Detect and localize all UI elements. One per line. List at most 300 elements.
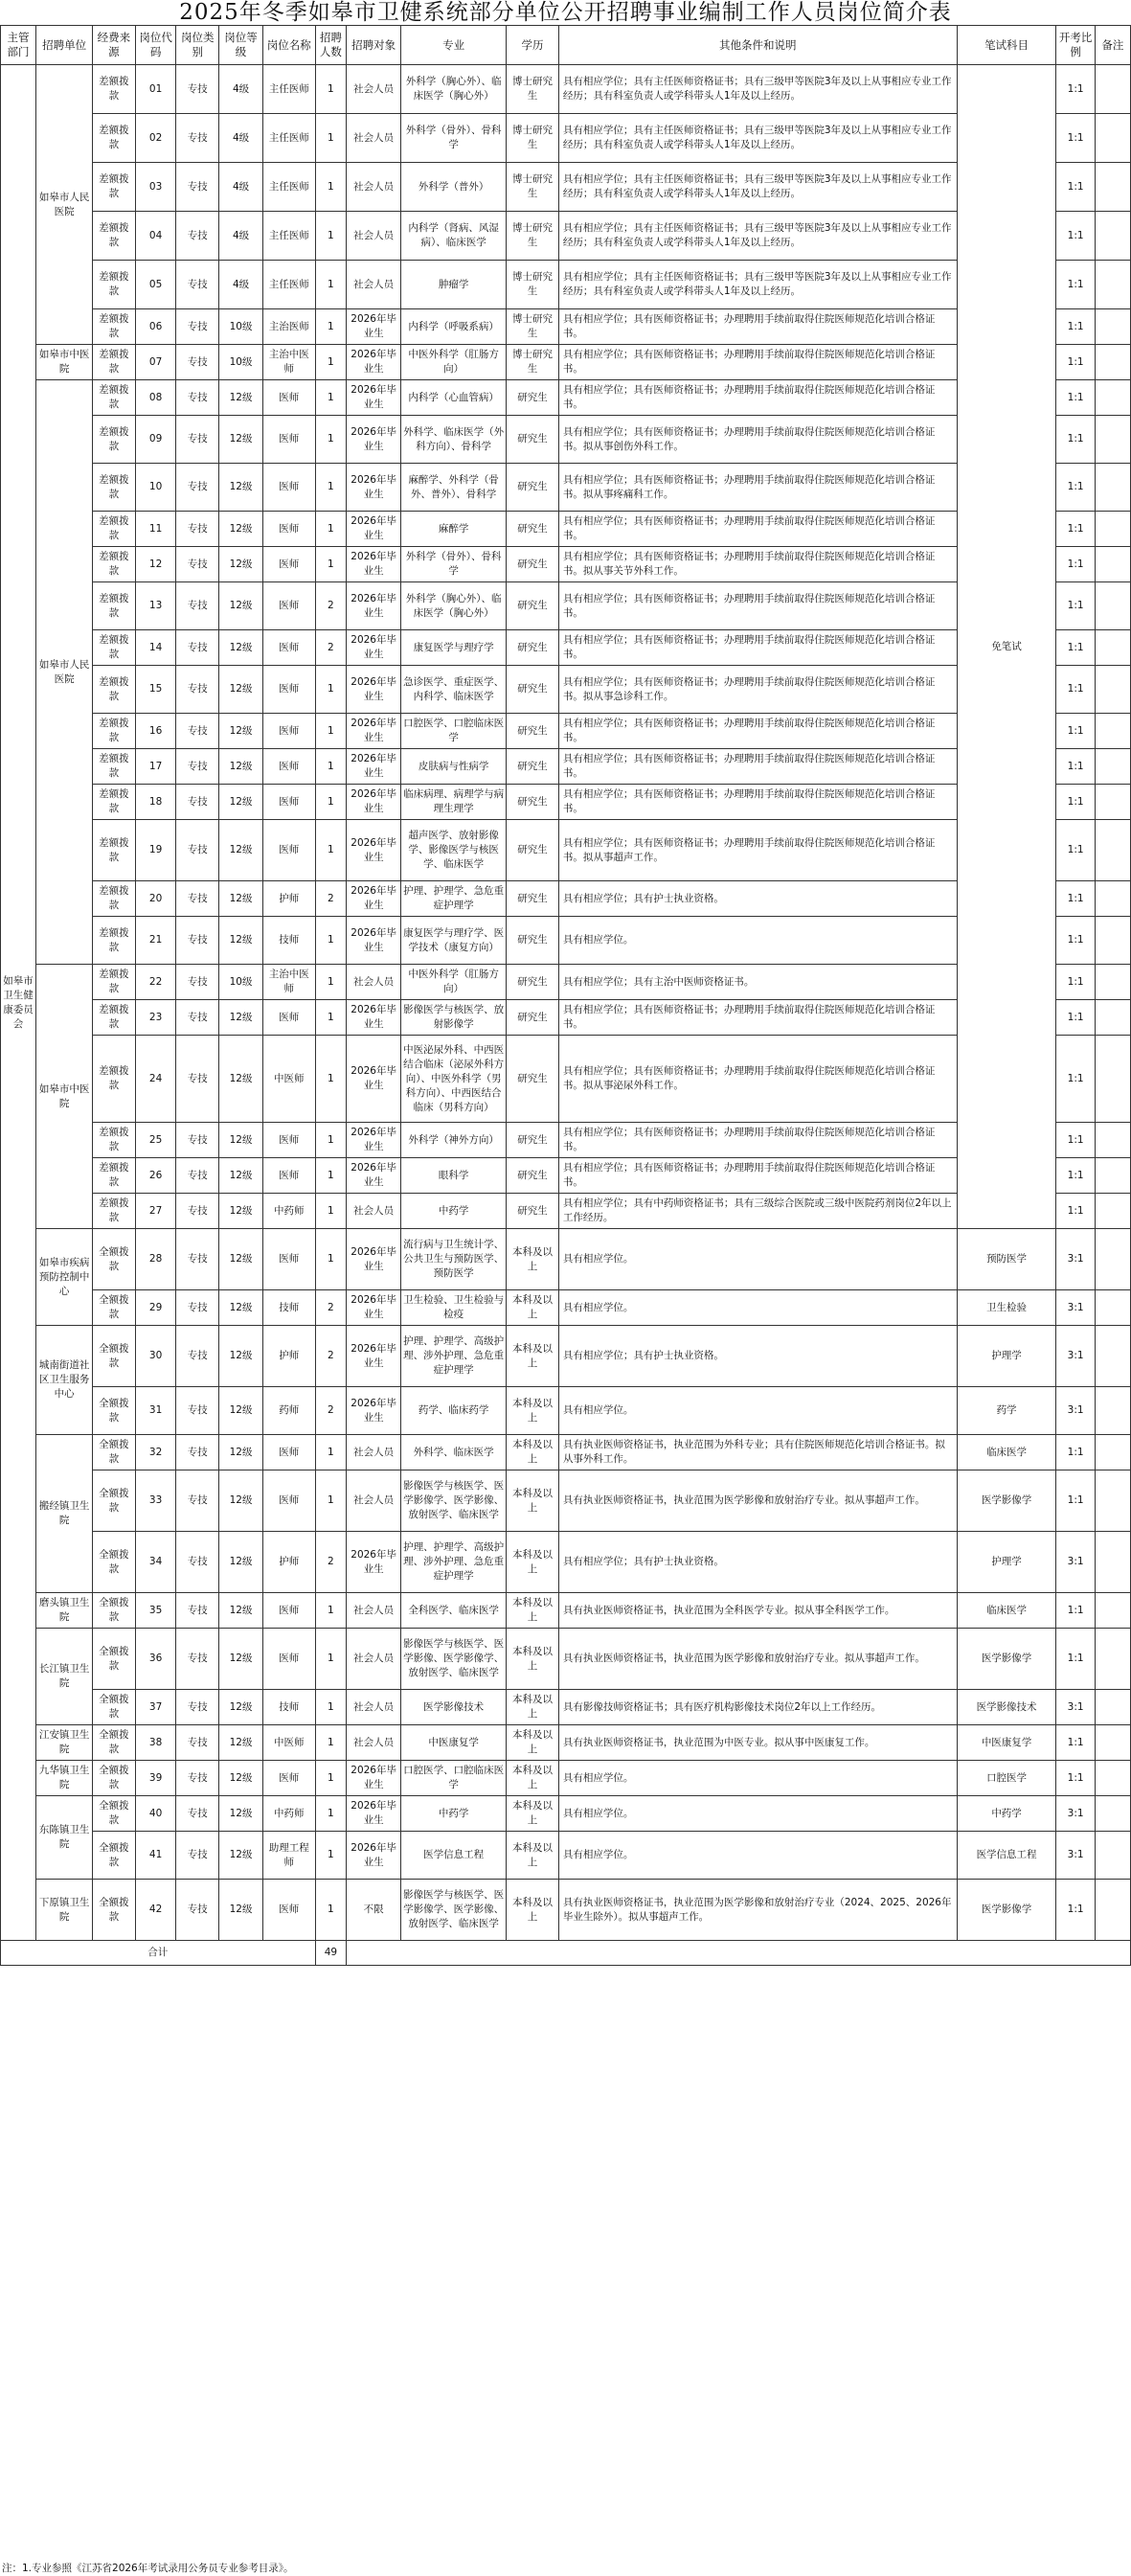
code-cell: 26	[135, 1158, 176, 1194]
remark-cell	[1095, 1725, 1130, 1761]
education-cell: 研究生	[507, 820, 559, 881]
count-cell: 2	[315, 881, 347, 917]
level-cell: 12级	[219, 547, 263, 582]
category-cell: 专技	[176, 1470, 219, 1532]
category-cell: 专技	[176, 1387, 219, 1435]
column-header: 岗位代码	[135, 26, 176, 65]
position-cell: 护师	[262, 1532, 315, 1593]
table-row	[1, 1387, 1131, 1435]
position-cell: 护师	[262, 881, 315, 917]
remark-cell	[1095, 714, 1130, 749]
table-row	[1, 1532, 1131, 1593]
level-cell: 12级	[219, 1532, 263, 1593]
remark-cell	[1095, 917, 1130, 965]
count-cell: 1	[315, 1000, 347, 1036]
remark-cell	[1095, 1123, 1130, 1158]
remark-cell	[1095, 1290, 1130, 1326]
code-cell: 28	[135, 1229, 176, 1290]
conditions-cell: 具有相应学位；具有医师资格证书；办理聘用手续前取得住院医师规范化培训合格证书。拟从事超声工作。	[558, 820, 957, 881]
ratio-cell: 1:1	[1056, 309, 1095, 345]
count-cell: 2	[315, 1290, 347, 1326]
unit-cell: 江安镇卫生院	[36, 1725, 93, 1761]
education-cell: 研究生	[507, 666, 559, 714]
ratio-cell: 3:1	[1056, 1326, 1095, 1387]
ratio-cell: 1:1	[1056, 114, 1095, 163]
ratio-cell: 1:1	[1056, 1593, 1095, 1629]
target-cell: 社会人员	[347, 1725, 401, 1761]
count-cell: 1	[315, 820, 347, 881]
major-cell: 医学影像技术	[401, 1690, 507, 1725]
education-cell: 本科及以上	[507, 1435, 559, 1470]
category-cell: 专技	[176, 464, 219, 512]
position-cell: 医师	[262, 1761, 315, 1796]
major-cell: 护理、护理学、高级护理、涉外护理、急危重症护理学	[401, 1326, 507, 1387]
fund-cell: 全额拨款	[93, 1593, 136, 1629]
code-cell: 20	[135, 881, 176, 917]
remark-cell	[1095, 1158, 1130, 1194]
major-cell: 皮肤病与性病学	[401, 749, 507, 785]
fund-cell: 全额拨款	[93, 1761, 136, 1796]
remark-cell	[1095, 547, 1130, 582]
code-cell: 40	[135, 1796, 176, 1832]
level-cell: 12级	[219, 749, 263, 785]
major-cell: 麻醉学	[401, 512, 507, 547]
fund-cell: 全额拨款	[93, 1326, 136, 1387]
count-cell: 1	[315, 380, 347, 416]
remark-cell	[1095, 1194, 1130, 1229]
column-header: 专业	[401, 26, 507, 65]
category-cell: 专技	[176, 261, 219, 309]
education-cell: 研究生	[507, 630, 559, 666]
major-cell: 中医外科学（肛肠方向）	[401, 965, 507, 1000]
total-label: 合计	[1, 1941, 316, 1966]
code-cell: 35	[135, 1593, 176, 1629]
education-cell: 研究生	[507, 917, 559, 965]
major-cell: 眼科学	[401, 1158, 507, 1194]
conditions-cell: 具有相应学位；具有医师资格证书；办理聘用手续前取得住院医师规范化培训合格证书。	[558, 309, 957, 345]
fund-cell: 差额拨款	[93, 917, 136, 965]
position-cell: 助理工程师	[262, 1832, 315, 1880]
count-cell: 1	[315, 65, 347, 114]
level-cell: 12级	[219, 714, 263, 749]
target-cell: 社会人员	[347, 1629, 401, 1690]
unit-cell: 如皋市中医院	[36, 965, 93, 1229]
target-cell: 社会人员	[347, 1690, 401, 1725]
ratio-cell: 1:1	[1056, 261, 1095, 309]
level-cell: 12级	[219, 666, 263, 714]
conditions-cell: 具有相应学位；具有医师资格证书；办理聘用手续前取得住院医师规范化培训合格证书。拟从事疼痛科工作。	[558, 464, 957, 512]
position-cell: 主任医师	[262, 114, 315, 163]
exam-cell: 护理学	[957, 1326, 1056, 1387]
education-cell: 本科及以上	[507, 1725, 559, 1761]
education-cell: 研究生	[507, 1036, 559, 1123]
code-cell: 39	[135, 1761, 176, 1796]
level-cell: 12级	[219, 1470, 263, 1532]
code-cell: 37	[135, 1690, 176, 1725]
position-cell: 药师	[262, 1387, 315, 1435]
education-cell: 研究生	[507, 1194, 559, 1229]
fund-cell: 差额拨款	[93, 1000, 136, 1036]
education-cell: 研究生	[507, 1158, 559, 1194]
exam-cell: 卫生检验	[957, 1290, 1056, 1326]
ratio-cell: 1:1	[1056, 1036, 1095, 1123]
target-cell: 2026年毕业生	[347, 345, 401, 380]
position-cell: 技师	[262, 1290, 315, 1326]
fund-cell: 差额拨款	[93, 261, 136, 309]
major-cell: 外科学、临床医学（外科方向）、骨科学	[401, 416, 507, 464]
category-cell: 专技	[176, 1725, 219, 1761]
major-cell: 护理、护理学、急危重症护理学	[401, 881, 507, 917]
count-cell: 1	[315, 547, 347, 582]
target-cell: 社会人员	[347, 261, 401, 309]
remark-cell	[1095, 1593, 1130, 1629]
code-cell: 24	[135, 1036, 176, 1123]
conditions-cell: 具有相应学位；具有主任医师资格证书；具有三级甲等医院3年及以上从事相应专业工作经历；具有科室负责人或学科带头人1年及以上经历。	[558, 114, 957, 163]
major-cell: 药学、临床药学	[401, 1387, 507, 1435]
table-row	[1, 1880, 1131, 1941]
conditions-cell: 具有执业医师资格证书，执业范围为医学影像和放射治疗专业（2024、2025、2026年毕业生除外）。拟从事超声工作。	[558, 1880, 957, 1941]
target-cell: 2026年毕业生	[347, 464, 401, 512]
position-cell: 医师	[262, 1880, 315, 1941]
level-cell: 12级	[219, 630, 263, 666]
position-cell: 医师	[262, 1593, 315, 1629]
major-cell: 中医外科学（肛肠方向）	[401, 345, 507, 380]
code-cell: 08	[135, 380, 176, 416]
major-cell: 内科学（呼吸系病）	[401, 309, 507, 345]
code-cell: 04	[135, 212, 176, 261]
code-cell: 42	[135, 1880, 176, 1941]
education-cell: 本科及以上	[507, 1593, 559, 1629]
education-cell: 本科及以上	[507, 1690, 559, 1725]
level-cell: 10级	[219, 309, 263, 345]
table-row	[1, 1290, 1131, 1326]
target-cell: 2026年毕业生	[347, 1000, 401, 1036]
major-cell: 口腔医学、口腔临床医学	[401, 714, 507, 749]
education-cell: 本科及以上	[507, 1290, 559, 1326]
education-cell: 本科及以上	[507, 1532, 559, 1593]
column-header: 经费来源	[93, 26, 136, 65]
education-cell: 本科及以上	[507, 1761, 559, 1796]
fund-cell: 差额拨款	[93, 1123, 136, 1158]
level-cell: 12级	[219, 1290, 263, 1326]
code-cell: 34	[135, 1532, 176, 1593]
education-cell: 本科及以上	[507, 1629, 559, 1690]
education-cell: 研究生	[507, 714, 559, 749]
count-cell: 1	[315, 1832, 347, 1880]
unit-cell: 东陈镇卫生院	[36, 1796, 93, 1880]
education-cell: 本科及以上	[507, 1796, 559, 1832]
ratio-cell: 1:1	[1056, 1000, 1095, 1036]
target-cell: 2026年毕业生	[347, 917, 401, 965]
ratio-cell: 3:1	[1056, 1229, 1095, 1290]
major-cell: 外科学（胸心外）、临床医学（胸心外）	[401, 582, 507, 630]
exam-cell: 临床医学	[957, 1593, 1056, 1629]
remark-cell	[1095, 582, 1130, 630]
ratio-cell: 1:1	[1056, 212, 1095, 261]
ratio-cell: 1:1	[1056, 1123, 1095, 1158]
position-cell: 医师	[262, 714, 315, 749]
code-cell: 18	[135, 785, 176, 820]
position-cell: 医师	[262, 1123, 315, 1158]
remark-cell	[1095, 1435, 1130, 1470]
remark-cell	[1095, 1326, 1130, 1387]
major-cell: 外科学（骨外）、骨科学	[401, 547, 507, 582]
fund-cell: 差额拨款	[93, 416, 136, 464]
remark-cell	[1095, 785, 1130, 820]
conditions-cell: 具有影像技师资格证书；具有医疗机构影像技术岗位2年以上工作经历。	[558, 1690, 957, 1725]
fund-cell: 全额拨款	[93, 1532, 136, 1593]
remark-cell	[1095, 1387, 1130, 1435]
conditions-cell: 具有相应学位；具有医师资格证书；办理聘用手续前取得住院医师规范化培训合格证书。拟从事关节外科工作。	[558, 547, 957, 582]
ratio-cell: 1:1	[1056, 163, 1095, 212]
fund-cell: 全额拨款	[93, 1470, 136, 1532]
major-cell: 中医康复学	[401, 1725, 507, 1761]
conditions-cell: 具有相应学位；具有医师资格证书；办理聘用手续前取得住院医师规范化培训合格证书。	[558, 785, 957, 820]
fund-cell: 全额拨款	[93, 1290, 136, 1326]
exam-cell: 临床医学	[957, 1435, 1056, 1470]
category-cell: 专技	[176, 1036, 219, 1123]
target-cell: 社会人员	[347, 1194, 401, 1229]
major-cell: 中药学	[401, 1194, 507, 1229]
education-cell: 博士研究生	[507, 345, 559, 380]
education-cell: 博士研究生	[507, 163, 559, 212]
category-cell: 专技	[176, 1880, 219, 1941]
education-cell: 研究生	[507, 1000, 559, 1036]
conditions-cell: 具有相应学位；具有医师资格证书；办理聘用手续前取得住院医师规范化培训合格证书。	[558, 1123, 957, 1158]
ratio-cell: 3:1	[1056, 1290, 1095, 1326]
count-cell: 1	[315, 1796, 347, 1832]
target-cell: 2026年毕业生	[347, 1290, 401, 1326]
ratio-cell: 1:1	[1056, 1880, 1095, 1941]
count-cell: 1	[315, 1725, 347, 1761]
category-cell: 专技	[176, 1532, 219, 1593]
code-cell: 21	[135, 917, 176, 965]
fund-cell: 差额拨款	[93, 380, 136, 416]
level-cell: 12级	[219, 917, 263, 965]
category-cell: 专技	[176, 785, 219, 820]
category-cell: 专技	[176, 512, 219, 547]
major-cell: 超声医学、放射影像学、影像医学与核医学、临床医学	[401, 820, 507, 881]
category-cell: 专技	[176, 666, 219, 714]
major-cell: 麻醉学、外科学（骨外、普外）、骨科学	[401, 464, 507, 512]
conditions-cell: 具有相应学位；具有主任医师资格证书；具有三级甲等医院3年及以上从事相应专业工作经历；具有科室负责人或学科带头人1年及以上经历。	[558, 261, 957, 309]
major-cell: 肿瘤学	[401, 261, 507, 309]
count-cell: 1	[315, 212, 347, 261]
count-cell: 1	[315, 1036, 347, 1123]
column-header: 学历	[507, 26, 559, 65]
position-cell: 医师	[262, 1470, 315, 1532]
conditions-cell: 具有相应学位；具有医师资格证书；办理聘用手续前取得住院医师规范化培训合格证书。	[558, 345, 957, 380]
count-cell: 1	[315, 1435, 347, 1470]
target-cell: 2026年毕业生	[347, 1832, 401, 1880]
exam-cell: 口腔医学	[957, 1761, 1056, 1796]
level-cell: 4级	[219, 212, 263, 261]
fund-cell: 全额拨款	[93, 1796, 136, 1832]
remark-cell	[1095, 666, 1130, 714]
code-cell: 25	[135, 1123, 176, 1158]
count-cell: 1	[315, 785, 347, 820]
level-cell: 10级	[219, 345, 263, 380]
category-cell: 专技	[176, 309, 219, 345]
code-cell: 01	[135, 65, 176, 114]
level-cell: 4级	[219, 114, 263, 163]
unit-cell: 城南街道社区卫生服务中心	[36, 1326, 93, 1435]
remark-cell	[1095, 749, 1130, 785]
education-cell: 博士研究生	[507, 261, 559, 309]
conditions-cell: 具有相应学位；具有医师资格证书；办理聘用手续前取得住院医师规范化培训合格证书。	[558, 630, 957, 666]
category-cell: 专技	[176, 965, 219, 1000]
ratio-cell: 3:1	[1056, 1832, 1095, 1880]
target-cell: 2026年毕业生	[347, 785, 401, 820]
target-cell: 2026年毕业生	[347, 1123, 401, 1158]
position-cell: 医师	[262, 785, 315, 820]
fund-cell: 差额拨款	[93, 630, 136, 666]
conditions-cell: 具有相应学位；具有医师资格证书；办理聘用手续前取得住院医师规范化培训合格证书。拟从事泌尿外科工作。	[558, 1036, 957, 1123]
level-cell: 12级	[219, 1326, 263, 1387]
level-cell: 10级	[219, 965, 263, 1000]
level-cell: 12级	[219, 1725, 263, 1761]
conditions-cell: 具有相应学位。	[558, 1832, 957, 1880]
major-cell: 外科学（胸心外）、临床医学（胸心外）	[401, 65, 507, 114]
column-header: 开考比例	[1056, 26, 1095, 65]
fund-cell: 全额拨款	[93, 1435, 136, 1470]
code-cell: 29	[135, 1290, 176, 1326]
conditions-cell: 具有相应学位；具有护士执业资格。	[558, 1326, 957, 1387]
education-cell: 博士研究生	[507, 309, 559, 345]
code-cell: 03	[135, 163, 176, 212]
level-cell: 12级	[219, 1880, 263, 1941]
category-cell: 专技	[176, 630, 219, 666]
education-cell: 研究生	[507, 1123, 559, 1158]
target-cell: 2026年毕业生	[347, 309, 401, 345]
position-cell: 主治中医师	[262, 965, 315, 1000]
major-cell: 医学信息工程	[401, 1832, 507, 1880]
remark-cell	[1095, 1796, 1130, 1832]
position-cell: 医师	[262, 582, 315, 630]
remark-cell	[1095, 630, 1130, 666]
table-row	[1, 1593, 1131, 1629]
column-header: 招聘对象	[347, 26, 401, 65]
target-cell: 社会人员	[347, 65, 401, 114]
position-cell: 技师	[262, 917, 315, 965]
count-cell: 2	[315, 630, 347, 666]
footnote: 注：1.专业参照《江苏省2026年考试录用公务员专业参考目录》。	[2, 2563, 294, 2574]
target-cell: 2026年毕业生	[347, 1326, 401, 1387]
conditions-cell: 具有相应学位。	[558, 1229, 957, 1290]
conditions-cell: 具有相应学位。	[558, 1796, 957, 1832]
category-cell: 专技	[176, 1194, 219, 1229]
position-cell: 主任医师	[262, 212, 315, 261]
education-cell: 研究生	[507, 464, 559, 512]
major-cell: 内科学（心血管病）	[401, 380, 507, 416]
count-cell: 2	[315, 1387, 347, 1435]
target-cell: 不限	[347, 1880, 401, 1941]
code-cell: 10	[135, 464, 176, 512]
education-cell: 研究生	[507, 416, 559, 464]
category-cell: 专技	[176, 1326, 219, 1387]
unit-cell: 如皋市人民医院	[36, 65, 93, 345]
category-cell: 专技	[176, 881, 219, 917]
count-cell: 1	[315, 666, 347, 714]
education-cell: 博士研究生	[507, 114, 559, 163]
level-cell: 12级	[219, 1593, 263, 1629]
column-header: 备注	[1095, 26, 1130, 65]
major-cell: 外科学（神外方向）	[401, 1123, 507, 1158]
fund-cell: 全额拨款	[93, 1725, 136, 1761]
fund-cell: 差额拨款	[93, 547, 136, 582]
count-cell: 1	[315, 261, 347, 309]
count-cell: 1	[315, 1880, 347, 1941]
target-cell: 2026年毕业生	[347, 416, 401, 464]
table-row	[1, 1725, 1131, 1761]
position-cell: 主任医师	[262, 65, 315, 114]
fund-cell: 全额拨款	[93, 1229, 136, 1290]
level-cell: 4级	[219, 163, 263, 212]
position-cell: 主任医师	[262, 163, 315, 212]
education-cell: 研究生	[507, 547, 559, 582]
code-cell: 11	[135, 512, 176, 547]
category-cell: 专技	[176, 1435, 219, 1470]
conditions-cell: 具有执业医师资格证书，执业范围为医学影像和放射治疗专业。拟从事超声工作。	[558, 1470, 957, 1532]
code-cell: 33	[135, 1470, 176, 1532]
exam-cell: 医学影像技术	[957, 1690, 1056, 1725]
conditions-cell: 具有相应学位；具有护士执业资格。	[558, 881, 957, 917]
code-cell: 31	[135, 1387, 176, 1435]
count-cell: 1	[315, 965, 347, 1000]
level-cell: 12级	[219, 785, 263, 820]
conditions-cell: 具有相应学位；具有医师资格证书；办理聘用手续前取得住院医师规范化培训合格证书。	[558, 1000, 957, 1036]
count-cell: 1	[315, 1690, 347, 1725]
unit-cell: 如皋市人民医院	[36, 380, 93, 965]
code-cell: 22	[135, 965, 176, 1000]
column-header: 岗位类别	[176, 26, 219, 65]
fund-cell: 全额拨款	[93, 1880, 136, 1941]
ratio-cell: 1:1	[1056, 380, 1095, 416]
category-cell: 专技	[176, 1593, 219, 1629]
exam-cell: 中药学	[957, 1796, 1056, 1832]
position-cell: 医师	[262, 416, 315, 464]
exam-cell: 药学	[957, 1387, 1056, 1435]
fund-cell: 差额拨款	[93, 212, 136, 261]
category-cell: 专技	[176, 1000, 219, 1036]
conditions-cell: 具有相应学位；具有主任医师资格证书；具有三级甲等医院3年及以上从事相应专业工作经历；具有科室负责人或学科带头人1年及以上经历。	[558, 212, 957, 261]
position-cell: 医师	[262, 1229, 315, 1290]
count-cell: 2	[315, 1532, 347, 1593]
target-cell: 2026年毕业生	[347, 1387, 401, 1435]
remark-cell	[1095, 114, 1130, 163]
table-row	[1, 1796, 1131, 1832]
position-cell: 医师	[262, 630, 315, 666]
fund-cell: 差额拨款	[93, 512, 136, 547]
conditions-cell: 具有相应学位。	[558, 1387, 957, 1435]
position-cell: 医师	[262, 380, 315, 416]
ratio-cell: 1:1	[1056, 1158, 1095, 1194]
remark-cell	[1095, 261, 1130, 309]
target-cell: 社会人员	[347, 965, 401, 1000]
count-cell: 2	[315, 582, 347, 630]
code-cell: 30	[135, 1326, 176, 1387]
fund-cell: 差额拨款	[93, 1194, 136, 1229]
ratio-cell: 3:1	[1056, 1690, 1095, 1725]
exam-cell: 中医康复学	[957, 1725, 1056, 1761]
table-row	[1, 1470, 1131, 1532]
column-header: 主管部门	[1, 26, 36, 65]
education-cell: 本科及以上	[507, 1832, 559, 1880]
position-cell: 医师	[262, 1435, 315, 1470]
conditions-cell: 具有相应学位；具有医师资格证书；办理聘用手续前取得住院医师规范化培训合格证书。拟从事急诊科工作。	[558, 666, 957, 714]
code-cell: 17	[135, 749, 176, 785]
count-cell: 1	[315, 1194, 347, 1229]
